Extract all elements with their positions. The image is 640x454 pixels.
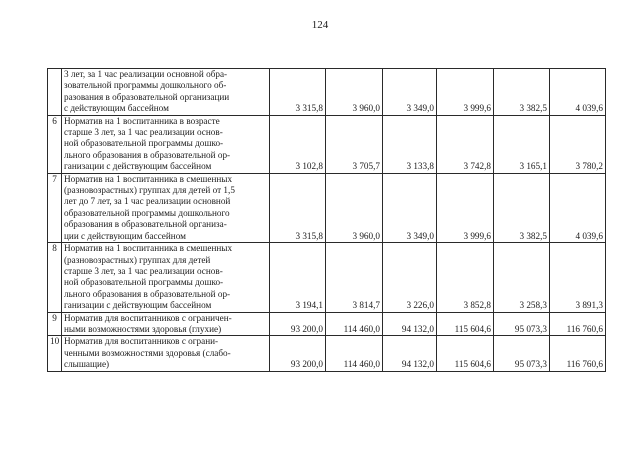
table-row (48, 312, 606, 336)
value-cell: 94 132,0 (383, 336, 437, 371)
description-line: Норматив на 1 воспитанника в смешенных (64, 173, 233, 184)
value-cell: 116 760,6 (550, 312, 606, 336)
value-cell: 115 604,6 (437, 336, 494, 371)
value-cell: 3 705,7 (326, 115, 383, 173)
description-line: 3 лет, за 1 час реализации основной обра- (64, 69, 228, 79)
row-number: 6 (48, 115, 62, 173)
value-cell: 3 165,1 (494, 115, 550, 173)
value-cell: 3 382,5 (494, 69, 550, 116)
description-line: образовательной программы дошкольного (64, 207, 230, 218)
value-cell: 116 760,6 (550, 336, 606, 371)
value-cell: 3 999,6 (437, 69, 494, 116)
row-number: 8 (48, 243, 62, 312)
row-number (48, 69, 62, 116)
table-row (48, 336, 606, 371)
value-cell: 3 315,8 (270, 173, 326, 242)
description-line: лет до 7 лет, за 1 час реализации основной (64, 196, 231, 207)
value-cell: 3 315,8 (270, 69, 326, 116)
description-line: Норматив на 1 воспитанника в смешенных (64, 243, 233, 254)
description-line: ной образовательной программы дошко- (64, 277, 224, 288)
description-line: Норматив для воспитанников с ограни- (64, 336, 219, 347)
value-cell: 3 349,0 (383, 69, 437, 116)
description-line: старше 3 лет, за 1 час реализации основ- (64, 127, 223, 138)
value-cell: 3 780,2 (550, 115, 606, 173)
row-description (62, 69, 270, 116)
table-body (48, 69, 606, 372)
row-description (62, 336, 270, 371)
value-cell: 114 460,0 (326, 312, 383, 336)
value-cell: 3 999,6 (437, 173, 494, 242)
value-cell: 93 200,0 (270, 336, 326, 371)
table-row (48, 69, 606, 116)
value-cell: 3 960,0 (326, 173, 383, 242)
description-line: (разновозрастных) группах для детей (64, 254, 211, 265)
description-line: льного образования в образовательной ор- (64, 288, 231, 299)
description-line: ными возможностями здоровья (глухие) (64, 323, 222, 334)
row-description (62, 312, 270, 336)
value-cell: 3 891,3 (550, 243, 606, 312)
row-description (62, 115, 270, 173)
value-cell: 3 349,0 (383, 173, 437, 242)
table-row (48, 173, 606, 242)
value-cell: 3 226,0 (383, 243, 437, 312)
value-cell: 3 194,1 (270, 243, 326, 312)
description-line: ченными возможностями здоровья (слабо- (64, 347, 231, 358)
table-row (48, 115, 606, 173)
value-cell: 95 073,3 (494, 336, 550, 371)
row-description (62, 173, 270, 242)
row-number: 9 (48, 312, 62, 336)
value-cell: 4 039,6 (550, 69, 606, 116)
description-line: (разновозрастных) группах для детей от 1,5 (64, 185, 235, 196)
row-number: 10 (48, 336, 62, 371)
value-cell: 3 960,0 (326, 69, 383, 116)
description-line: льного образования в образовательной ор- (64, 149, 231, 160)
value-cell: 3 133,8 (383, 115, 437, 173)
normative-table (47, 68, 606, 372)
description-line: Норматив для воспитанников с ограничен- (64, 312, 232, 323)
value-cell: 114 460,0 (326, 336, 383, 371)
description-line: ции с действующим бассейном (64, 230, 186, 241)
value-cell: 93 200,0 (270, 312, 326, 336)
value-cell: 3 102,8 (270, 115, 326, 173)
value-cell: 3 814,7 (326, 243, 383, 312)
table-row (48, 243, 606, 312)
value-cell: 95 073,3 (494, 312, 550, 336)
page-number: 124 (311, 19, 329, 31)
description-line: с действующим бассейном (64, 103, 169, 114)
value-cell: 94 132,0 (383, 312, 437, 336)
description-line: старше 3 лет, за 1 час реализации основ- (64, 265, 223, 276)
description-line: разования в образовательной организации (64, 91, 230, 102)
description-line: ганизации с действующим бассейном (64, 300, 212, 311)
value-cell: 115 604,6 (437, 312, 494, 336)
value-cell: 4 039,6 (550, 173, 606, 242)
value-cell: 3 742,8 (437, 115, 494, 173)
value-cell: 3 258,3 (494, 243, 550, 312)
description-line: зовательной программы дошкольного об- (64, 80, 227, 91)
row-description (62, 243, 270, 312)
description-line: Норматив на 1 воспитанника в возрасте (64, 115, 220, 126)
description-line: ной образовательной программы дошко- (64, 138, 224, 149)
description-line: образования в образовательной организа- (64, 219, 227, 230)
description-line: слышащие) (64, 359, 110, 370)
value-cell: 3 852,8 (437, 243, 494, 312)
value-cell: 3 382,5 (494, 173, 550, 242)
row-number: 7 (48, 173, 62, 242)
description-line: ганизации с действующим бассейном (64, 161, 212, 172)
